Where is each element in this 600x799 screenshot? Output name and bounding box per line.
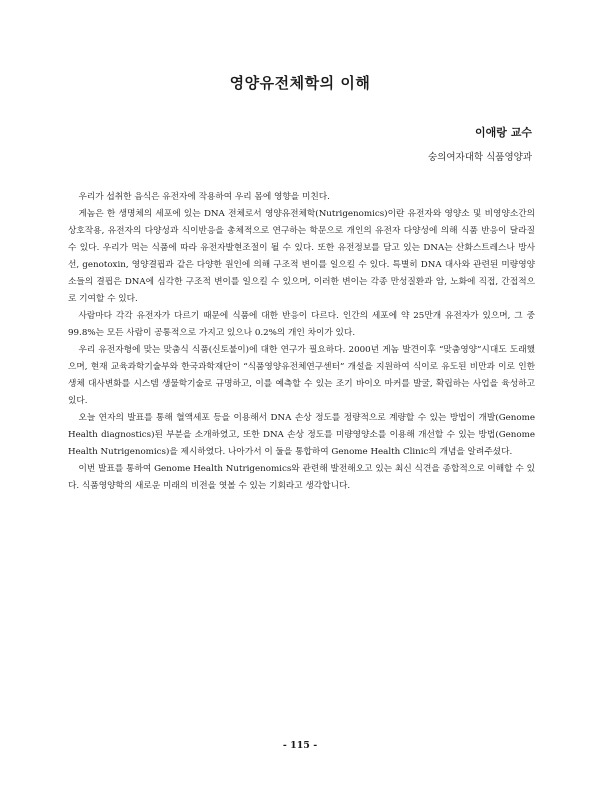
page-number: - 115 - <box>282 740 318 751</box>
author-name: 이애랑 교수 <box>475 126 532 139</box>
paragraph: 게놈은 한 생명체의 세포에 있는 DNA 전체로서 영양유전체학(Nutrigenomics)이란 유전자와 영양소 및 비영양소간의 상호작용, 유전자의 다양성과 식이반응을 총체적으로 연구하는 학문으로 개인의 유전자 다양성에 의해 식품 반응이 달라질 수 있다. 우리가 먹는 식품에 따라 유전자발현조절이 될 수 있다. 또한 유전정보를 담고 있는 DNA는 산화스트레스나 방사선, genotoxin, 영양결핍과 같은 다양한 원인에 의해 구조적 변이를 일으킬 수 있다. 특별히 DNA 대사와 관련된 미량영양소들의 결핍은 DNA에 심각한 구조적 변이를 일으킬 수 있으며, 이러한 변이는 각종 만성질환과 암, 노화에 직접, 간접적으로 기여할 수 있다. <box>68 209 535 304</box>
paragraph: 사람마다 각각 유전자가 다르기 때문에 식품에 대한 반응이 다르다. 인간의 세포에 약 25만개 유전자가 있으며, 그 중 99.8%는 모든 사람이 공통적으로 가지고 있으나 0.2%의 개인 차이가 있다. <box>68 311 535 338</box>
article-body <box>68 189 535 495</box>
page-title: 영양유전체학의 이해 <box>229 74 371 92</box>
paragraph: 우리 유전자형에 맞는 맞춤식 식품(신토불이)에 대한 연구가 필요하다. 2000년 게놈 발견이후 “맞춤영양”시대도 도래했으며, 현재 교육과학기술부와 한국과학재단이 “식품영양유전체연구센터” 개설을 지원하여 식이로 유도된 비만과 이로 인한 생체 대사변화를 시스템 생물학기술로 규명하고, 이를 예측할 수 있는 조기 바이오 마커를 발굴, 확립하는 사업을 육성하고 있다. <box>68 345 535 406</box>
paragraph: 오늘 연자의 발표를 통해 혈액세포 등을 이용해서 DNA 손상 정도를 정량적으로 계량할 수 있는 방법이 개발(Genome Health diagnostics)된 부분을 소개하였고, 또한 DNA 손상 정도를 미량영양소를 이용해 개선할 수 있는 방법(Genome Health Nutrigenomics)을 제시하였다. 나아가서 이 둘을 통합하여 Genome Health Clinic의 개념을 알려주셨다. <box>68 413 535 457</box>
paragraph: 이번 발표를 통하여 Genome Health Nutrigenomics와 관련해 발전해오고 있는 최신 식견을 종합적으로 이해할 수 있다. 식품영양학의 새로운 미래의 비전을 엿볼 수 있는 기회라고 생각합니다. <box>68 464 535 491</box>
author-affiliation: 숭의여자대학 식품영양과 <box>428 152 532 163</box>
paragraph: 우리가 섭취한 음식은 유전자에 작용하여 우리 몸에 영향을 미친다. <box>78 192 330 202</box>
